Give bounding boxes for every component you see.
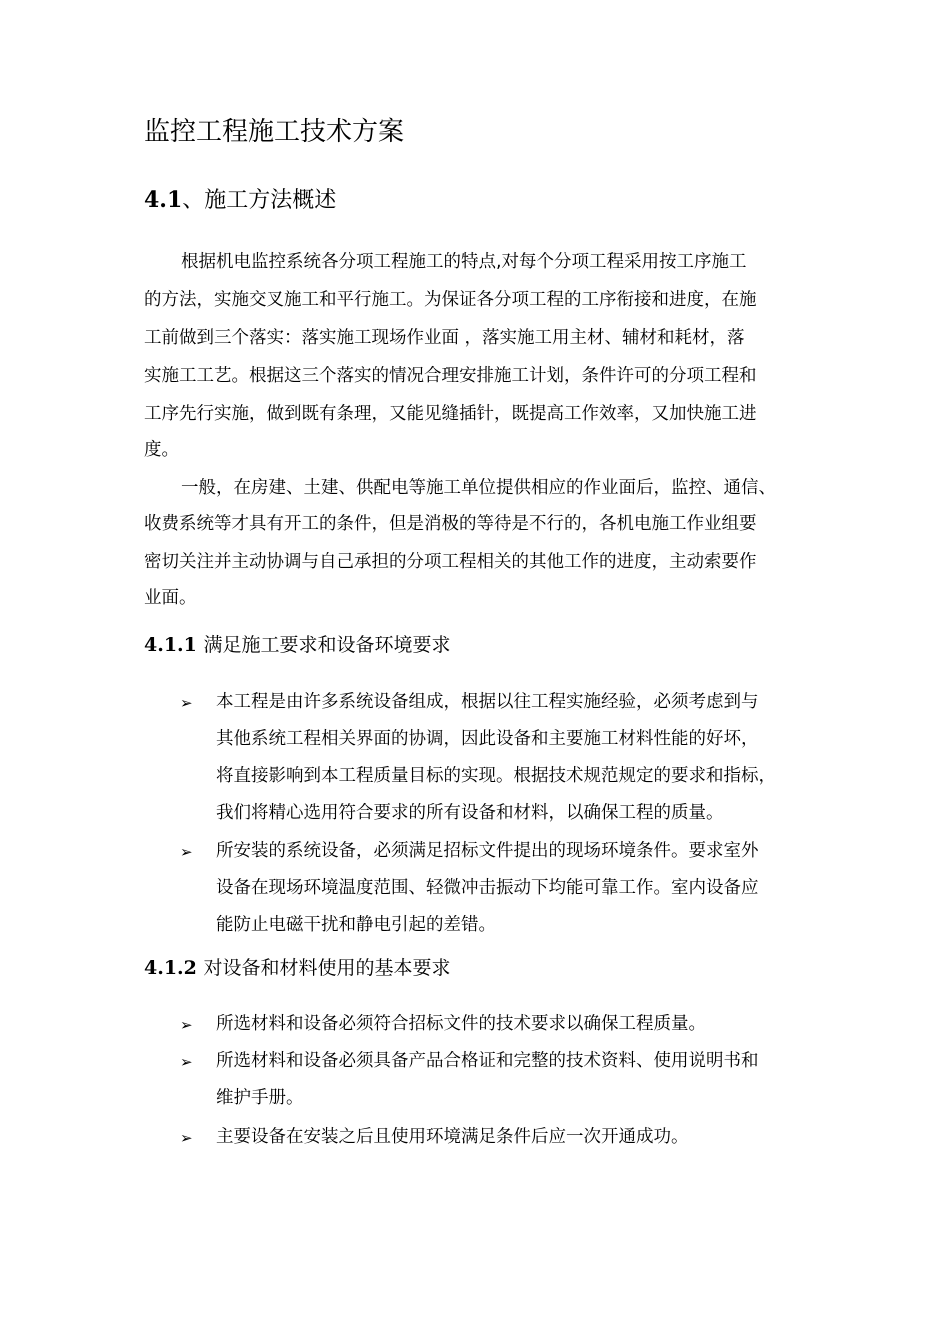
- subsection-title: 满足施工要求和设备环境要求: [203, 634, 451, 656]
- arrow-bullet-icon: ➢: [180, 843, 193, 861]
- arrow-bullet-icon: ➢: [180, 694, 193, 712]
- paragraph1-line: 工序先行实施，做到既有条理，又能见缝插针，既提高工作效率，又加快施工进: [144, 404, 757, 424]
- section-heading: [144, 182, 336, 219]
- bullet-line: 其他系统工程相关界面的协调，因此设备和主要施工材料性能的好坏，: [216, 729, 759, 749]
- paragraph2-line: 密切关注并主动协调与自己承担的分项工程相关的其他工作的进度，主动索要作: [144, 552, 757, 572]
- bullet-line: 本工程是由许多系统设备组成，根据以往工程实施经验，必须考虑到与: [216, 692, 759, 712]
- paragraph1-line: 度。: [144, 440, 179, 460]
- bullet-line: 能防止电磁干扰和静电引起的差错。: [216, 915, 496, 935]
- section-number: 4.1: [144, 187, 183, 213]
- bullet-line: 所安装的系统设备，必须满足招标文件提出的现场环境条件。要求室外: [216, 841, 759, 861]
- bullet-line: 设备在现场环境温度范围、轻微冲击振动下均能可靠工作。室内设备应: [216, 878, 759, 898]
- paragraph1-line: 工前做到三个落实：落实施工现场作业面 ，落实施工用主材、辅材和耗材，落: [144, 328, 745, 348]
- subsection-number: 4.1.1: [144, 634, 197, 656]
- arrow-bullet-icon: ➢: [180, 1129, 193, 1147]
- subsection-number: 4.1.2: [144, 957, 197, 979]
- paragraph2-line: 业面。: [144, 588, 197, 608]
- document-title: 监控工程施工技术方案: [144, 117, 405, 147]
- section-title: 施工方法概述: [204, 188, 337, 213]
- bullet-line: 我们将精心选用符合要求的所有设备和材料，以确保工程的质量。: [216, 803, 724, 823]
- section-separator: 、: [182, 188, 205, 213]
- subsection-heading-2: [144, 953, 451, 983]
- bullet-line: 主要设备在安装之后且使用环境满足条件后应一次开通成功。: [216, 1127, 689, 1147]
- paragraph2-line: 收费系统等才具有开工的条件，但是消极的等待是不行的，各机电施工作业组要: [144, 514, 757, 534]
- bullet-line: 维护手册。: [216, 1088, 304, 1108]
- paragraph1-line: 的方法，实施交叉施工和平行施工。为保证各分项工程的工序衔接和进度，在施: [144, 290, 757, 310]
- arrow-bullet-icon: ➢: [180, 1053, 193, 1071]
- arrow-bullet-icon: ➢: [180, 1016, 193, 1034]
- bullet-line: 所选材料和设备必须具备产品合格证和完整的技术资料、使用说明书和: [216, 1051, 759, 1071]
- paragraph2-line: 一般，在房建、土建、供配电等施工单位提供相应的作业面后，监控、通信、: [181, 478, 776, 498]
- paragraph1-line: 根据机电监控系统各分项工程施工的特点,对每个分项工程采用按工序施工: [181, 252, 747, 272]
- bullet-line: 将直接影响到本工程质量目标的实现。根据技术规范规定的要求和指标，: [216, 766, 776, 786]
- bullet-line: 所选材料和设备必须符合招标文件的技术要求以确保工程质量。: [216, 1014, 706, 1034]
- subsection-title: 对设备和材料使用的基本要求: [203, 957, 451, 979]
- subsection-heading-1: [144, 630, 451, 660]
- paragraph1-line: 实施工工艺。根据这三个落实的情况合理安排施工计划，条件许可的分项工程和: [144, 366, 757, 386]
